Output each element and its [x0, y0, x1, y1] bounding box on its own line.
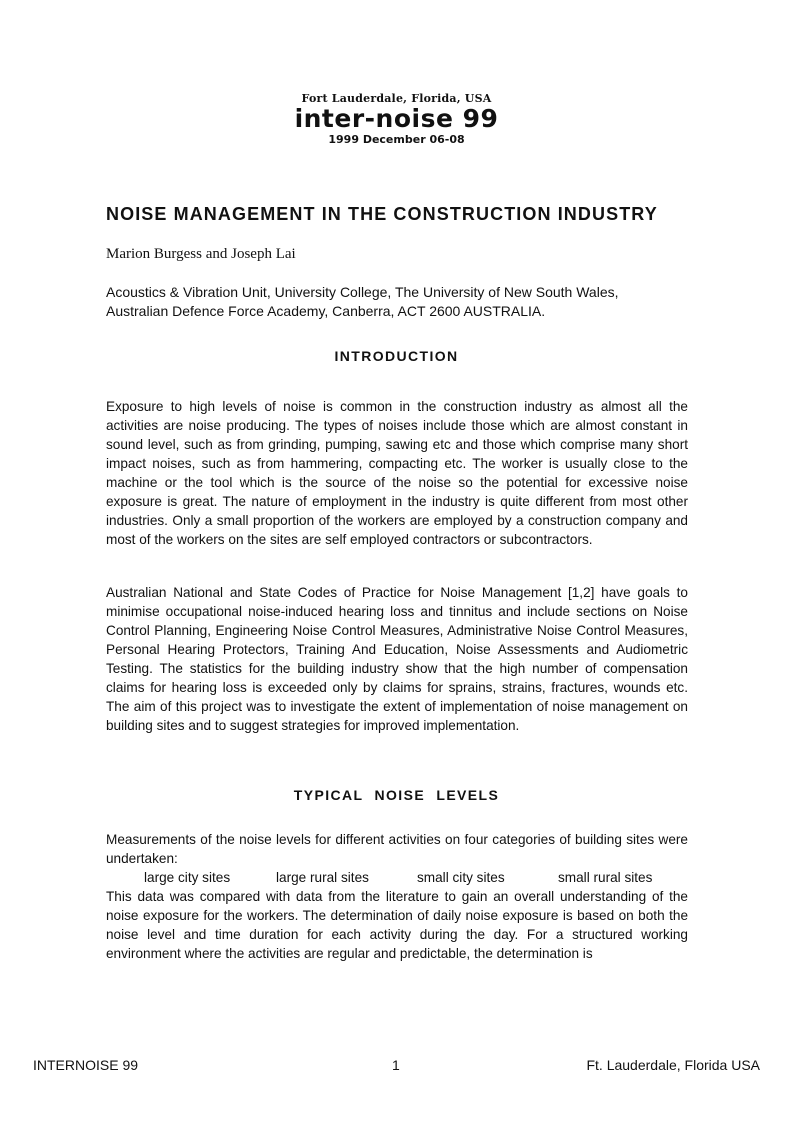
footer-page-number: 1: [392, 1057, 400, 1073]
conference-header: [0, 92, 793, 146]
paper-title: NOISE MANAGEMENT IN THE CONSTRUCTION INDUSTRY: [106, 204, 658, 224]
intro-paragraph-1: Exposure to high levels of noise is common in the construction industry as almost all the activities are noise producing. The types of noises include those which are almost constant in sound level, such as from grinding, pumping, sawing etc and those which comprise many short impact noises, such as from hammering, compacting etc. The worker is usually close to the machine or the tool which is the source of the noise so the potential for excessive noise exposure is great. The nature of employment in the industry is quite different from most other industries. Only a small proportion of the workers are employed by a construction company and most of the workers on the sites are self employed contractors or subcontractors.: [106, 399, 688, 547]
footer-location: Ft. Lauderdale, Florida USA: [586, 1057, 760, 1073]
affiliation-line-1: Acoustics & Vibration Unit, University College, The University of New South Wales,: [106, 284, 619, 300]
conference-date: 1999 December 06-08: [328, 133, 465, 146]
site-category: small city sites: [417, 870, 505, 885]
intro-paragraph-2: Australian National and State Codes of Practice for Noise Management [1,2] have goals to minimise occupational noise-induced hearing loss and tinnitus and include sections on Noise Control Planning, Engineering Noise Control Measures, Administrative Noise Control Measures, Personal Hearing Protectors, Training And Education, Noise Assessments and Audiometric Testing. The statistics for the building industry show that the high number of compensation claims for hearing loss is exceeded only by claims for sprains, strains, fractures, wounds etc. The aim of this project was to investigate the extent of implementation of noise management on building sites and to suggest strategies for improved implementation.: [106, 585, 688, 733]
introduction-heading: INTRODUCTION: [334, 348, 459, 364]
levels-paragraph-start: Measurements of the noise levels for different activities on four categories of building sites were undertaken:: [106, 832, 688, 866]
noise-levels-paragraph: [106, 830, 688, 963]
conference-location: Fort Lauderdale, Florida, USA: [301, 92, 492, 105]
levels-paragraph-end: This data was compared with data from the literature to gain an overall understanding of the noise exposure for the workers. The determination of daily noise exposure is based on both the noise level and time duration for each activity during the day. For a structured working environment where the activities are regular and predictable, the determination is: [106, 889, 688, 961]
footer-conference: INTERNOISE 99: [33, 1057, 139, 1073]
noise-levels-heading: TYPICAL NOISE LEVELS: [293, 787, 500, 803]
site-categories-list: [106, 868, 688, 887]
paper-authors: Marion Burgess and Joseph Lai: [106, 246, 296, 262]
paper-affiliation: [106, 283, 706, 321]
site-category: small rural sites: [558, 870, 653, 885]
site-category: large city sites: [144, 870, 231, 885]
affiliation-line-2: Australian Defence Force Academy, Canberra, ACT 2600 AUSTRALIA.: [106, 303, 546, 319]
site-category: large rural sites: [276, 870, 369, 885]
conference-logo: inter-noise 99: [294, 104, 499, 133]
